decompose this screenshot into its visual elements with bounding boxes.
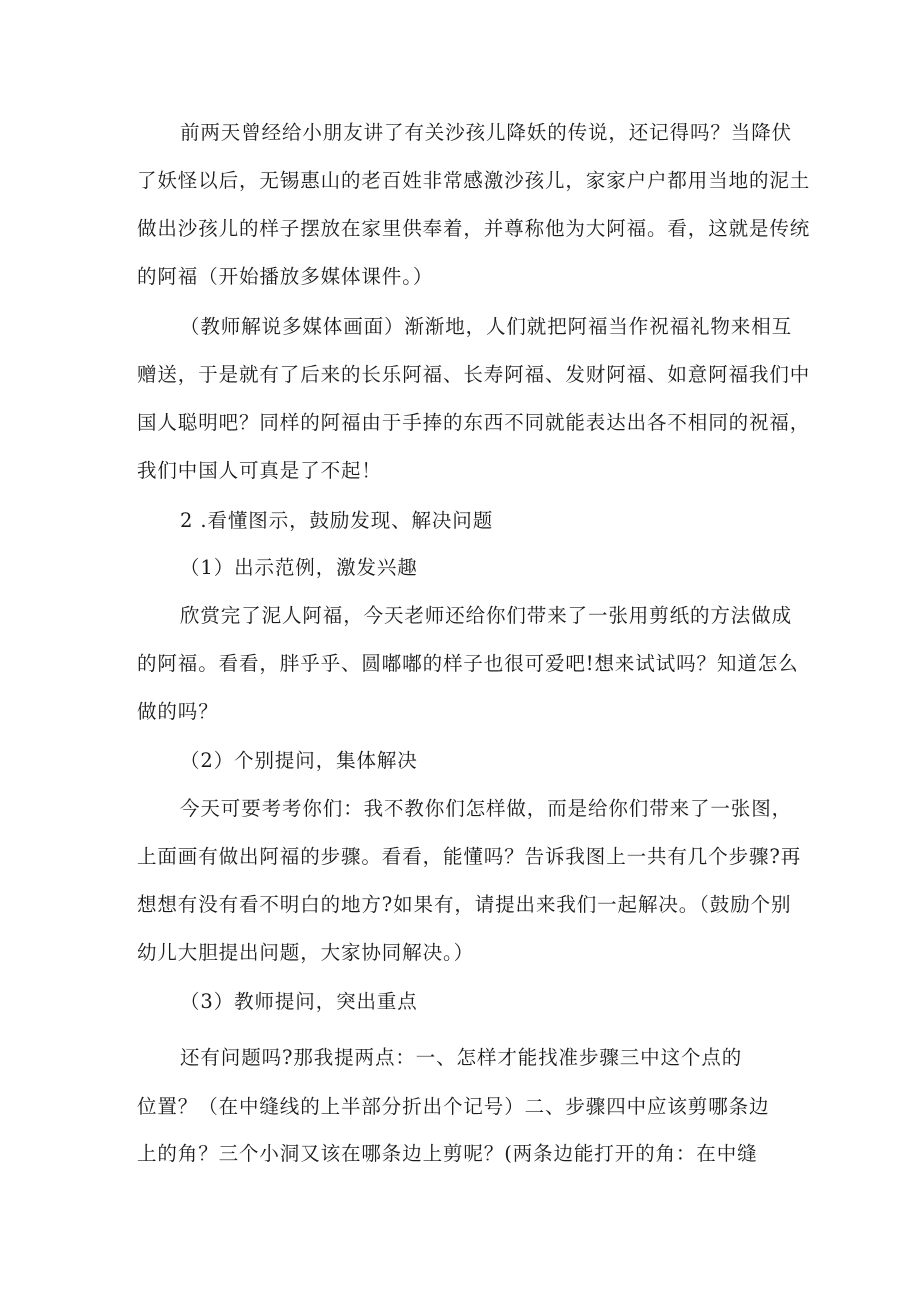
paragraph-3-line-1: 欣赏完了泥人阿福，今天老师还给你们带来了一张用剪纸的方法做成 xyxy=(180,604,793,627)
paragraph-3-line-2: 的阿福。看看，胖乎乎、圆嘟嘟的样子也很可爱吧!想来试试吗？知道怎么 xyxy=(137,652,799,675)
paragraph-4-line-4: 幼儿大胆提出问题，大家协同解决。） xyxy=(137,941,475,964)
paragraph-1-line-3: 做出沙孩儿的样子摆放在家里供奉着，并尊称他为大阿福。看，这就是传统 xyxy=(137,217,811,240)
paragraph-2-line-2: 赠送，于是就有了后来的长乐阿福、长寿阿福、发财阿福、如意阿福我们中 xyxy=(137,363,811,386)
paragraph-4-line-1: 今天可要考考你们：我不教你们怎样做，而是给你们带来了一张图， xyxy=(180,797,793,820)
paragraph-1-line-4: 的阿福（开始播放多媒体课件。） xyxy=(137,265,434,288)
paragraph-3-line-3: 做的吗？ xyxy=(137,700,219,723)
subheading-1: （1）出示范例，激发兴趣 xyxy=(180,556,418,579)
paragraph-2-line-3: 国人聪明吧？同样的阿福由于手捧的东西不同就能表达出各不相同的祝福， xyxy=(137,411,811,434)
paragraph-1-line-2: 了妖怪以后，无锡惠山的老百姓非常感激沙孩儿，家家户户都用当地的泥土 xyxy=(137,169,811,192)
paragraph-2-line-4: 我们中国人可真是了不起！ xyxy=(137,459,382,482)
section-heading-2: 2 .看懂图示，鼓励发现、解决问题 xyxy=(180,509,494,532)
paragraph-2-line-1: （教师解说多媒体画面）渐渐地，人们就把阿福当作祝福礼物来相互 xyxy=(180,315,793,338)
paragraph-5-line-1: 还有问题吗?那我提两点：一、怎样才能找准步骤三中这个点的 xyxy=(180,1046,743,1069)
subheading-2: （2）个别提问，集体解决 xyxy=(180,749,418,772)
paragraph-5-line-2: 位置？（在中缝线的上半部分折出个记号）二、步骤四中应该剪哪条边 xyxy=(137,1095,770,1118)
paragraph-4-line-3: 想想有没有看不明白的地方?如果有，请提出来我们一起解决。（鼓励个别 xyxy=(137,893,792,916)
paragraph-5-line-3: 上的角？三个小洞又该在哪条边上剪呢？(两条边能打开的角：在中缝 xyxy=(137,1142,758,1165)
subheading-3: （3）教师提问，突出重点 xyxy=(180,990,418,1013)
paragraph-1-line-1: 前两天曾经给小朋友讲了有关沙孩儿降妖的传说，还记得吗？当降伏 xyxy=(180,121,793,144)
paragraph-4-line-2: 上面画有做出阿福的步骤。看看，能懂吗？告诉我图上一共有几个步骤?再 xyxy=(137,845,802,868)
